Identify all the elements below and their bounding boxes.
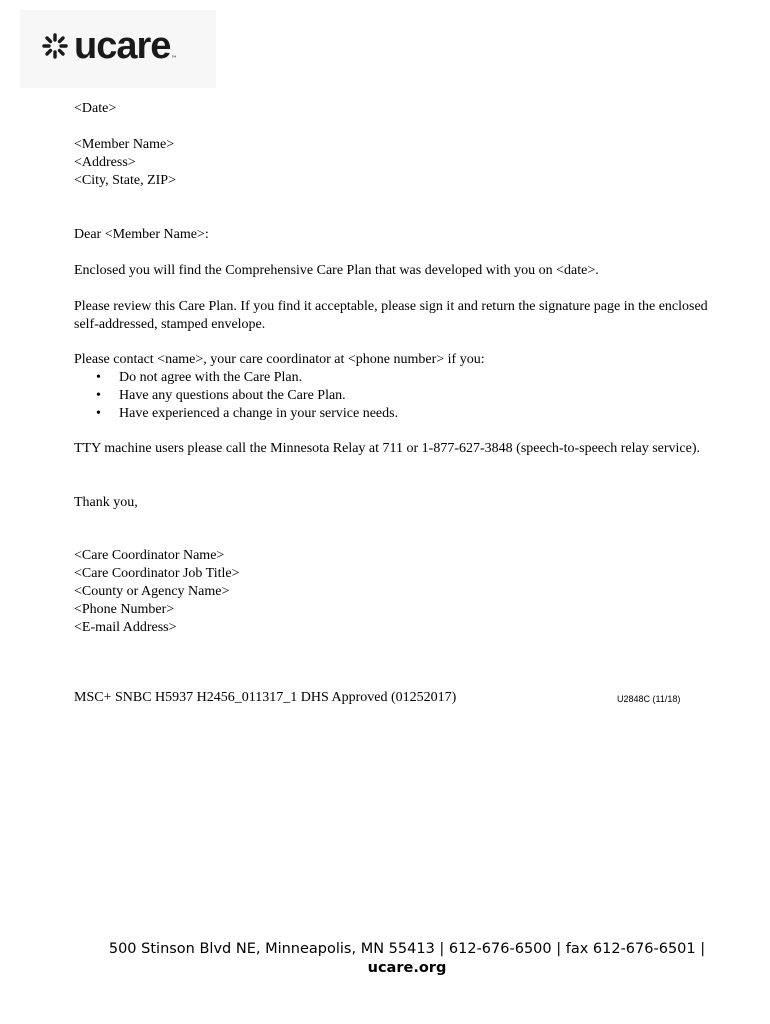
company-address: 500 Stinson Blvd NE, Minneapolis, MN 55413 | 612-676-6500 | fax 612-676-6501 | (108, 941, 706, 957)
ucare-spark-icon (40, 31, 70, 61)
coordinator-phone: <Phone Number> (74, 602, 175, 617)
member-name: <Member Name> (74, 137, 175, 152)
list-item: • Do not agree with the Care Plan. (74, 369, 714, 387)
ucare-logo (40, 27, 176, 65)
form-code: U2848C (11/18) (617, 694, 681, 704)
signature-block (74, 547, 714, 637)
member-address: <Address> (74, 155, 136, 170)
paragraph-enclosed (74, 262, 714, 280)
contact-intro: Please contact <name>, your care coordinator at <phone number> if you: (74, 352, 485, 367)
list-item: • Have any questions about the Care Plan. (74, 387, 714, 405)
paragraph-text: Enclosed you will find the Comprehensive Care Plan that was developed with you on <date>. (74, 263, 599, 278)
paragraph-review (74, 298, 714, 334)
member-city-state-zip: <City, State, ZIP> (74, 173, 176, 188)
recipient-address-block (74, 136, 714, 190)
paragraph-tty (74, 440, 714, 458)
website-link[interactable]: ucare.org (367, 960, 447, 976)
closing: Thank you, (74, 495, 138, 510)
contact-section (74, 351, 714, 423)
date-placeholder: <Date> (74, 101, 117, 116)
logo-wordmark: ucare (74, 25, 171, 67)
reasons-list (74, 369, 714, 423)
coordinator-name: <Care Coordinator Name> (74, 548, 225, 563)
salutation: Dear <Member Name>: (74, 227, 209, 242)
coordinator-job-title: <Care Coordinator Job Title> (74, 566, 240, 581)
paragraph-text: Please review this Care Plan. If you find it acceptable, please sign it and return the signature page in the enclosed self-addressed, stamped envelope. (74, 299, 708, 332)
approval-code: MSC+ SNBC H5937 H2456_011317_1 DHS Approved (01252017) (74, 690, 457, 705)
paragraph-text: TTY machine users please call the Minnesota Relay at 711 or 1-877-627-3848 (speech-to-speech relay service). (74, 441, 701, 456)
salutation-block (74, 226, 714, 244)
company-footer (0, 940, 770, 978)
coordinator-agency: <County or Agency Name> (74, 584, 230, 599)
list-item: • Have experienced a change in your service needs. (74, 405, 714, 423)
coordinator-email: <E-mail Address> (74, 620, 177, 635)
closing-block (74, 494, 714, 512)
date-line (74, 100, 714, 118)
trademark-symbol: ™ (171, 55, 177, 61)
